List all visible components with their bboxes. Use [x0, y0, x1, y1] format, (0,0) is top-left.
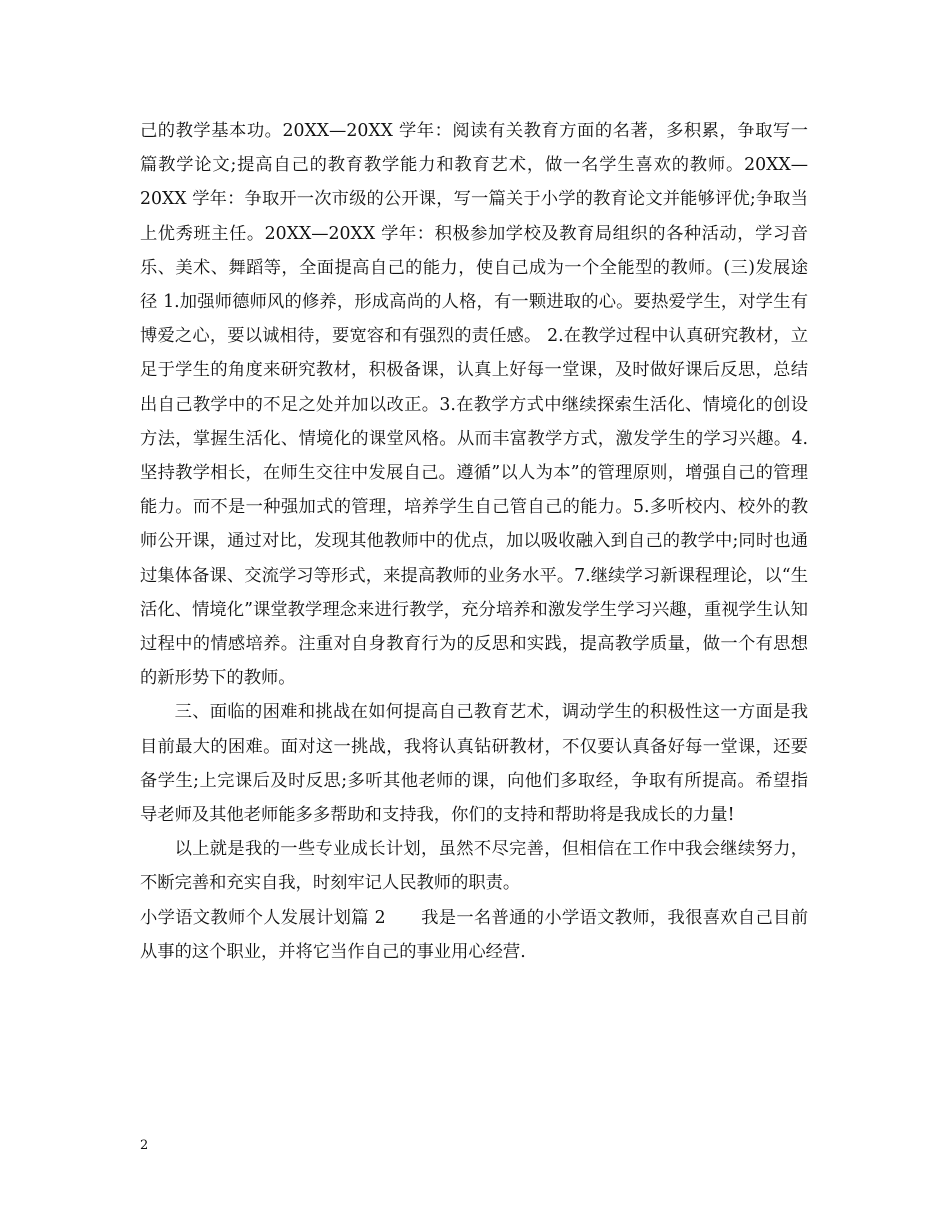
document-body: [140, 114, 808, 969]
paragraph-conclusion: 以上就是我的一些专业成长计划，虽然不尽完善，但相信在工作中我会继续努力，不断完善和充实自我，时刻牢记人民教师的职责。: [140, 839, 808, 894]
paragraph-plan-2-intro: 小学语文教师个人发展计划篇 2 我是一名普通的小学语文教师，我很喜欢自己目前从事的这个职业，并将它当作自己的事业用心经营.: [140, 907, 808, 962]
paragraph-difficulties-challenges: 三、面临的困难和挑战在如何提高自己教育艺术，调动学生的积极性这一方面是我目前最大的困难。面对这一挑战，我将认真钻研教材，不仅要认真备好每一堂课，还要备学生;上完课后及时反思;多听其他老师的课，向他们多取经，争取有所提高。希望指导老师及其他老师能多多帮助和支持我，你们的支持和帮助将是我成长的力量!: [140, 702, 808, 826]
paragraph-development-path: 己的教学基本功。20XX—20XX 学年：阅读有关教育方面的名著，多积累，争取写一篇教学论文;提高自己的教育教学能力和教育艺术，做一名学生喜欢的教师。20XX—20XX 学年：争取开一次市级的公开课，写一篇关于小学的教育论文并能够评优;争取当上优秀班主任。20XX—20XX 学年：积极参加学校及教育局组织的各种活动，学习音乐、美术、舞蹈等，全面提高自己的能力，使自己成为一个全能型的教师。(三)发展途径 1.加强师德师风的修养，形成高尚的人格，有一颗进取的心。要热爱学生，对学生有博爱之心，要以诚相待，要宽容和有强烈的责任感。 2.在教学过程中认真研究教材，立足于学生的角度来研究教材，积极备课，认真上好每一堂课，及时做好课后反思，总结出自己教学中的不足之处并加以改正。3.在教学方式中继续探索生活化、情境化的创设方法，掌握生活化、情境化的课堂风格。从而丰富教学方式，激发学生的学习兴趣。4.坚持教学相长，在师生交往中发展自己。遵循”以人为本”的管理原则，增强自己的管理能力。而不是一种强加式的管理，培养学生自己管自己的能力。5.多听校内、校外的教师公开课，通过对比，发现其他教师中的优点，加以吸收融入到自己的教学中;同时也通过集体备课、交流学习等形式，来提高教师的业务水平。7.继续学习新课程理论，以“生活化、情境化”课堂教学理念来进行教学，充分培养和激发学生学习兴趣，重视学生认知过程中的情感培养。注重对自身教育行为的反思和实践，提高教学质量，做一个有思想的新形势下的教师。: [140, 121, 808, 689]
page-number: 2: [140, 1138, 149, 1153]
